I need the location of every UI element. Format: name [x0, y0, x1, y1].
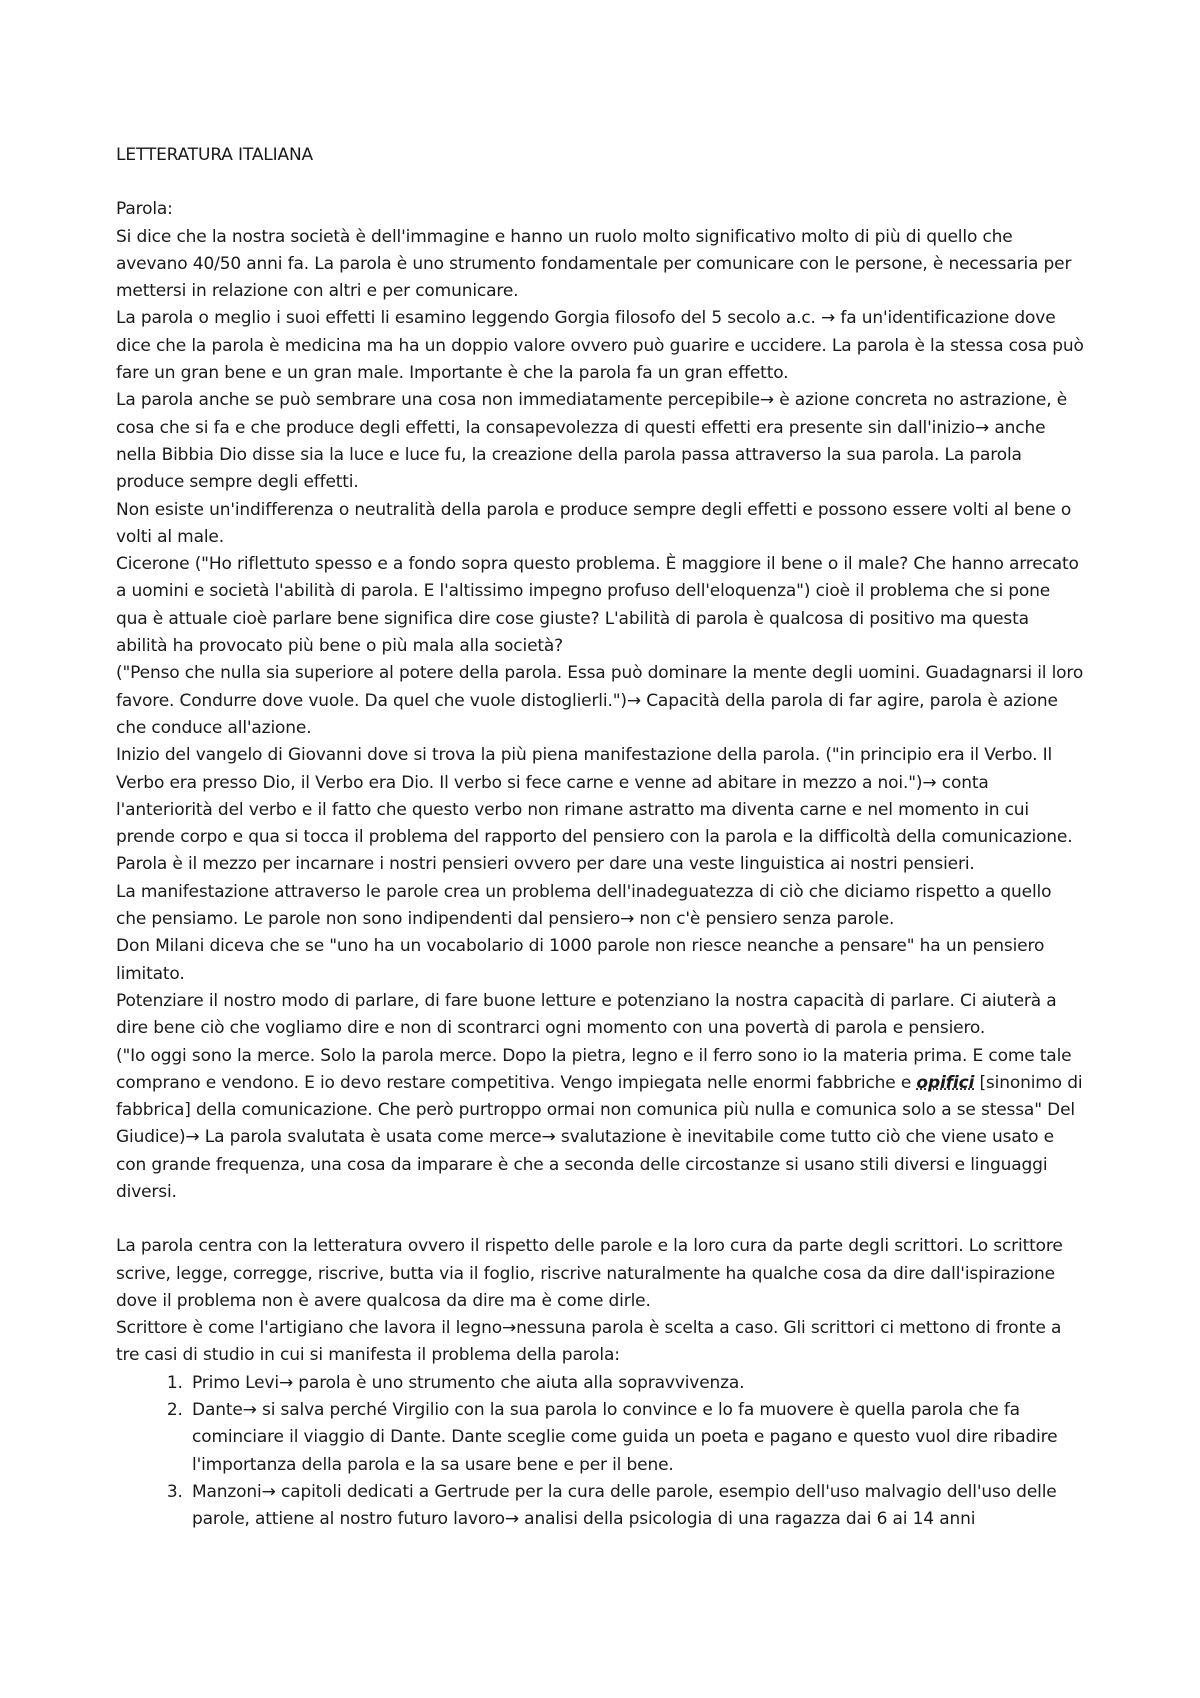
section-heading: Parola:: [116, 199, 173, 220]
quote-text-before: ("Io oggi sono la merce. Solo la parola merce. Dopo la pietra, legno e il ferro sono io la materia prima. E come tale comprano e vendono. E io devo restare competitiva. Vengo impiegata nelle enormi fabbriche e: [116, 1045, 1072, 1093]
paragraph: Parola è il mezzo per incarnare i nostri pensieri ovvero per dare una veste linguistica ai nostri pensieri.: [116, 854, 975, 875]
paragraph: Cicerone ("Ho riflettuto spesso e a fondo sopra questo problema. È maggiore il bene o il male? Che hanno arrecato a uomini e società l'abilità di parola. E l'altissimo impegno profuso dell'eloquenza") cioè il problema che si pone qua è attuale cioè parlare bene significa dire cose giuste? L'abilità di parola è qualcosa di positivo ma questa abilità ha provocato più bene o più mala alla società?: [116, 554, 1079, 657]
paragraph: La parola o meglio i suoi effetti li esamino leggendo Gorgia filosofo del 5 secolo a.c. → fa un'identificazione dove dice che la parola è medicina ma ha un doppio valore ovvero può guarire e uccidere. La parola è la stessa cosa può fare un gran bene e un gran male. Importante è che la parola fa un gran effetto.: [116, 308, 1084, 384]
paragraph: Non esiste un'indifferenza o neutralità della parola e produce sempre degli effetti e possono essere volti al bene o volti al male.: [116, 499, 1072, 547]
quote-paragraph: [116, 1043, 1084, 1207]
paragraph: La manifestazione attraverso le parole crea un problema dell'inadeguatezza di ciò che diciamo rispetto a quello che pensiamo. Le parole non sono indipendenti dal pensiero→ non c'è pensiero senza parole.: [116, 881, 1052, 930]
list-item: 2. Dante→ si salva perché Virgilio con la sua parola lo convince e lo fa muovere è quella parola che fa cominciare il viaggio di Dante. Dante sceglie come guida un poeta e pagano e questo vuol dire ribadire l'importanza della parola e la sa usare bene e per il bene.: [188, 1397, 1084, 1479]
paragraph: Don Milani diceva che se "uno ha un vocabolario di 1000 parole non riesce neanche a pensare" ha un pensiero limitato.: [116, 936, 1045, 984]
paragraph: La parola anche se può sembrare una cosa non immediatamente percepibile→ è azione concreta no astrazione, è cosa che si fa e che produce degli effetti, la consapevolezza di questi effetti era presente sin dall'inizio→ anche nella Bibbia Dio disse sia la luce e luce fu, la creazione della parola passa attraverso la sua parola. La parola produce sempre degli effetti.: [116, 390, 1068, 493]
list-item: 1. Primo Levi→ parola è uno strumento che aiuta alla sopravvivenza.: [188, 1370, 1084, 1397]
quote-highlighted-word: opifici: [916, 1072, 975, 1093]
paragraph: Si dice che la nostra società è dell'immagine e hanno un ruolo molto significativo molto di più di quello che avevano 40/50 anni fa. La parola è uno strumento fondamentale per comunicare con le persone, è necessaria per mettersi in relazione con altri e per comunicare.: [116, 226, 1072, 302]
paragraph: ("Penso che nulla sia superiore al potere della parola. Essa può dominare la mente degli uomini. Guadagnarsi il loro favore. Condurre dove vuole. Da quel che vuole distoglierli.")→ Capacità della parola di far agire, parola è azione che conduce all'azione.: [116, 663, 1084, 738]
quote-text-after: [sinonimo di fabbrica] della comunicazione. Che però purtroppo ormai non comunica più nulla e comunica solo a se stessa" Del Giudice)→ La parola svalutata è usata come merce→ svalutazione è inevitabile come tutto ciò che viene usato e con grande frequenza, una cosa da imparare è che a seconda delle circostanze si usano stili diversi e linguaggi diversi.: [116, 1072, 1083, 1202]
paragraph: Inizio del vangelo di Giovanni dove si trova la più piena manifestazione della parola. ("in principio era il Verbo. Il Verbo era presso Dio, il Verbo era Dio. Il verbo si fece carne e venne ad abitare in mezzo a noi.")→ conta l'anteriorità del verbo e il fatto che questo verbo non rimane astratto ma diventa carne e nel momento in cui prende corpo e qua si tocca il problema del rapporto del pensiero con la parola e la difficoltà della comunicazione.: [116, 745, 1073, 848]
paragraph: Scrittore è come l'artigiano che lavora il legno→nessuna parola è scelta a caso. Gli scrittori ci mettono di fronte a tre casi di studio in cui si manifesta il problema della parola:: [116, 1318, 1062, 1366]
paragraph-spacer: [116, 1206, 1084, 1233]
case-study-list: [116, 1370, 1084, 1534]
paragraph: La parola centra con la letteratura ovvero il rispetto delle parole e la loro cura da parte degli scrittori. Lo scrittore scrive, legge, corregge, riscrive, butta via il foglio, riscrive naturalmente ha qualche cosa da dire dall'ispirazione dove il problema non è avere qualcosa da dire ma è come dirle.: [116, 1236, 1063, 1311]
paragraph: Potenziare il nostro modo di parlare, di fare buone letture e potenziano la nostra capacità di parlare. Ci aiuterà a dire bene ciò che vogliamo dire e non di scontrarci ogni momento con una povertà di parola e pensiero.: [116, 990, 1057, 1039]
document-body: [116, 142, 1084, 1534]
document-title: LETTERATURA ITALIANA: [116, 145, 314, 165]
list-item: 3. Manzoni→ capitoli dedicati a Gertrude per la cura delle parole, esempio dell'uso malvagio dell'uso delle parole, attiene al nostro futuro lavoro→ analisi della psicologia di una ragazza dai 6 ai 14 anni: [188, 1479, 1084, 1534]
